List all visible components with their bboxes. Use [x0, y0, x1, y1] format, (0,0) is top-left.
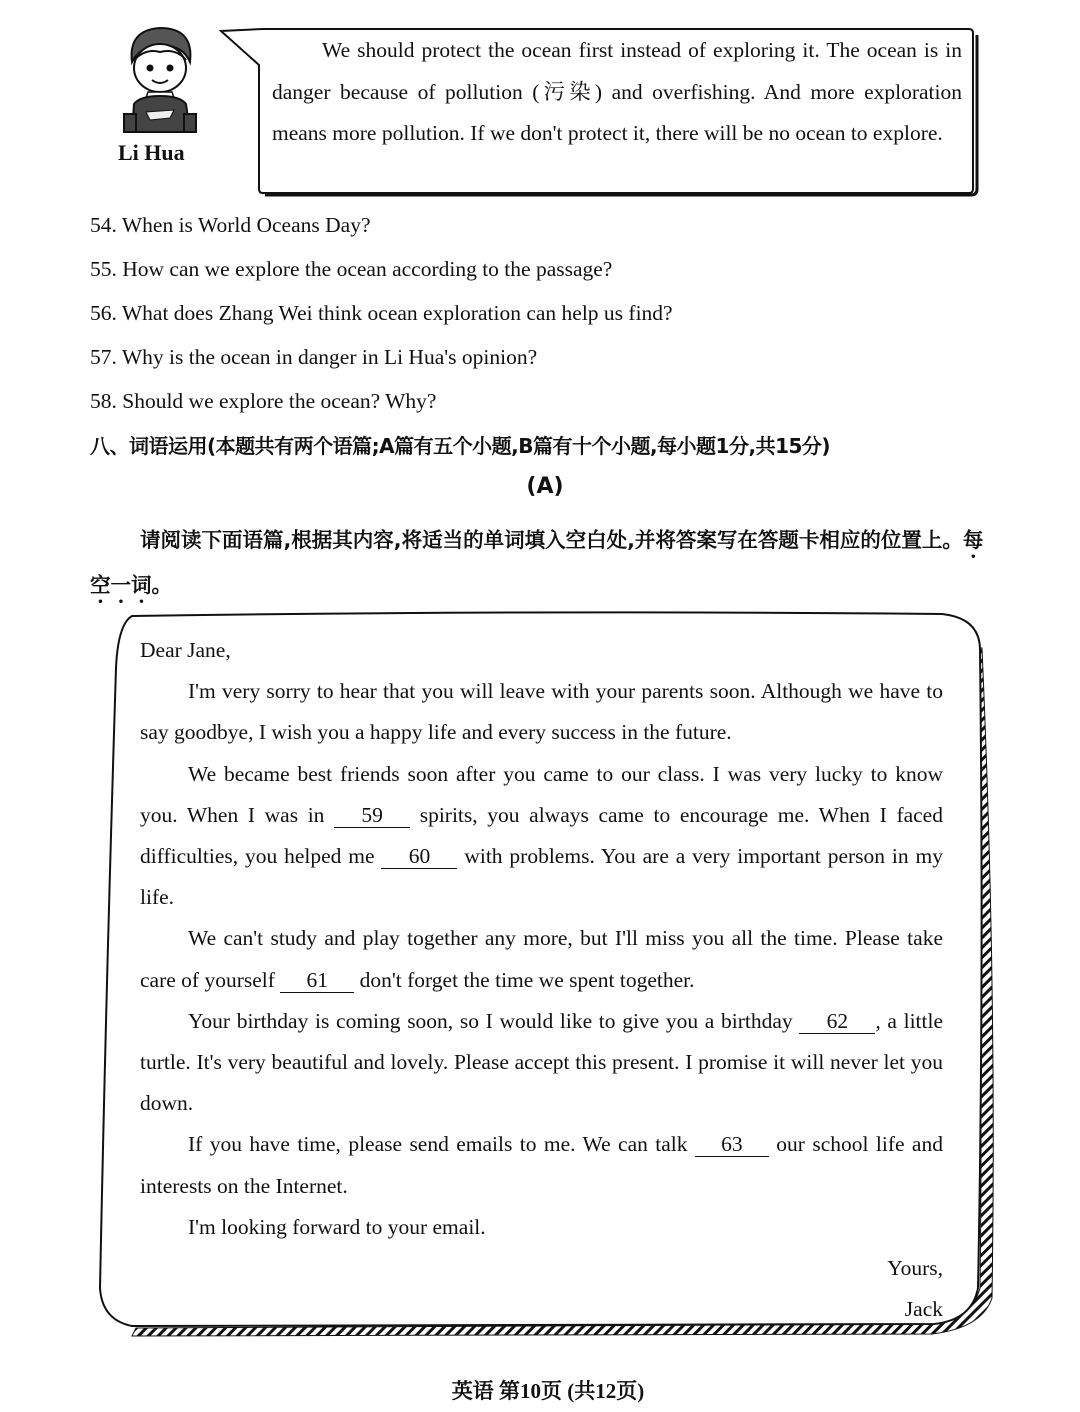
letter-text: spirits, you always came to encourage me. When I faced difficulties, you helped me	[140, 802, 943, 869]
blank-59[interactable]: 59	[334, 803, 410, 828]
question-57: 57. Why is the ocean in danger in Li Hua's opinion?	[90, 345, 538, 369]
letter-text: , a little turtle. It's very beautiful and lovely. Please accept this present. I promise it will never let you down.	[140, 1008, 944, 1116]
page-footer: 英语 第10页 (共12页)	[451, 1379, 645, 1403]
letter-paragraph-3	[140, 918, 943, 1000]
blank-62[interactable]: 62	[799, 1009, 875, 1034]
letter-text: Your birthday is coming soon, so I would like to give you a birthday	[188, 1008, 800, 1033]
letter-signature: Jack	[904, 1297, 943, 1322]
letter-text: We can't study and play together any more, but I'll miss you all the time. Please take care of yourself	[140, 926, 943, 992]
letter-paragraph-2	[140, 754, 943, 919]
instructions-main: 请阅读下面语篇,根据其内容,将适当的单词填入空白处,并将答案写在答题卡相应的位置上。	[140, 528, 963, 552]
letter-paragraph-6: I'm looking forward to your email.	[188, 1214, 486, 1239]
speaker-name: Li Hua	[118, 140, 185, 165]
letter-text: If you have time, please send emails to me. We can talk	[188, 1132, 695, 1157]
letter-body	[140, 630, 943, 1330]
question-56: 56. What does Zhang Wei think ocean exploration can help us find?	[90, 301, 673, 325]
question-55: 55. How can we explore the ocean according to the passage?	[90, 257, 613, 281]
letter-paragraph-5	[140, 1124, 943, 1206]
blank-61[interactable]: 61	[280, 968, 354, 993]
letter-text: our school life and interests on the Internet.	[140, 1132, 943, 1198]
instructions	[90, 518, 1002, 608]
question-54: 54. When is World Oceans Day?	[90, 213, 371, 237]
question-58: 58. Should we explore the ocean? Why?	[90, 389, 437, 413]
letter-text: don't forget the time we spent together.	[354, 967, 695, 992]
letter-greeting: Dear Jane,	[140, 638, 231, 662]
blank-63[interactable]: 63	[695, 1132, 769, 1157]
part-label: (A)	[526, 474, 564, 499]
letter-text: We became best friends soon after you came to our class. I was very lucky to know you. When I was in	[140, 761, 943, 827]
speech-bubble-text: We should protect the ocean first instead of exploring it. The ocean is in danger because of pollution (污染) and overfishing. And more exploration means more pollution. If we don't protect it, there will be no ocean to explore.	[272, 38, 962, 145]
instructions-end: 。	[151, 573, 172, 597]
letter-paragraph-1: I'm very sorry to hear that you will leave with your parents soon. Although we have to say goodbye, I wish you a happy life and every success in the future.	[140, 679, 943, 745]
letter-text: with problems. You are a very important person in my life.	[140, 844, 943, 910]
instructions-emphasis: 每空一词	[90, 528, 984, 597]
section-title: 八、词语运用(本题共有两个语篇;A篇有五个小题,B篇有十个小题,每小题1分,共15分)	[90, 434, 831, 458]
blank-60[interactable]: 60	[381, 844, 457, 869]
letter-paragraph-4	[140, 1001, 943, 1125]
letter-closing: Yours,	[887, 1256, 943, 1281]
boy-avatar-icon	[110, 22, 210, 137]
